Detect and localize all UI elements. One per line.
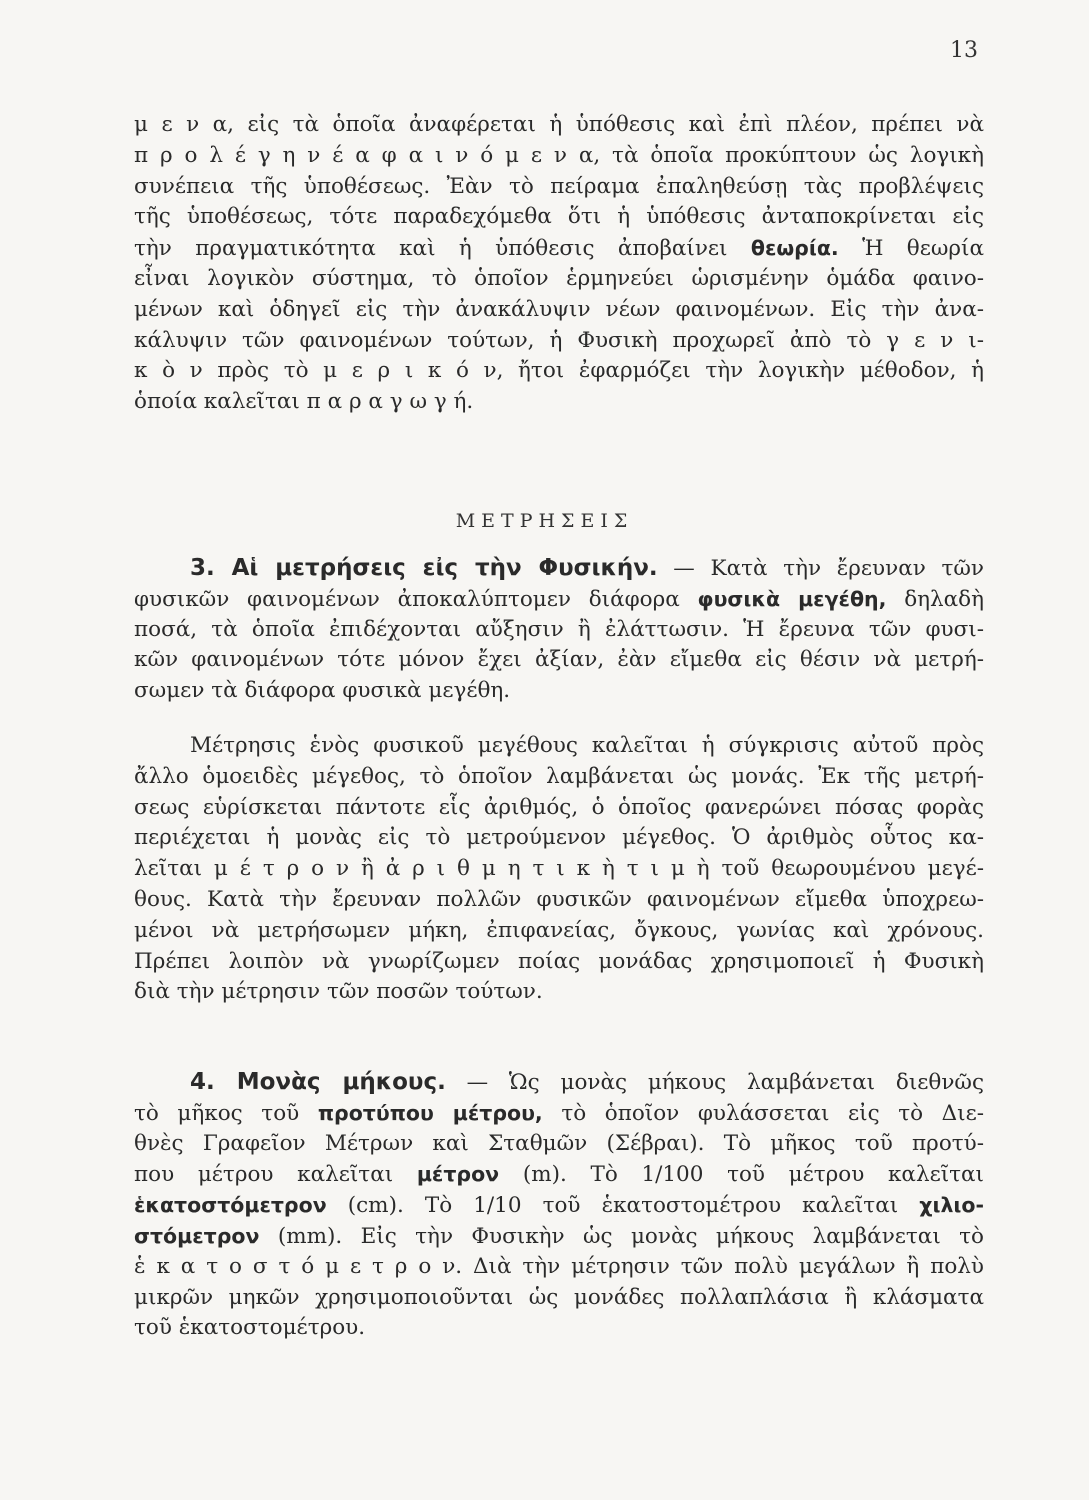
- text-line: μένων καὶ ὁδηγεῖ εἰς τὴν ἀνακάλυψιν νέων φαινομένων. Εἰς τὴν ἀνα-: [134, 296, 984, 322]
- text-line: [134, 1190, 984, 1221]
- text-line: [134, 233, 984, 264]
- text-line: εἶναι λογικὸν σύστημα, τὸ ὁποῖον ἑρμηνεύει ὡρισμένην ὁμάδα φαινο-: [134, 265, 984, 291]
- paragraph-hypothesis-theory: [134, 110, 984, 418]
- text-line: περιέχεται ἡ μονὰς εἰς τὸ μετρούμενον μέγεθος. Ὁ ἀριθμὸς οὗτος κα-: [134, 825, 984, 851]
- text-segment: τὸ ὁποῖον φυλάσσεται εἰς τὸ Διε-: [542, 1100, 985, 1126]
- text-line: λεῖται μ έ τ ρ ο ν ἢ ἀ ρ ι θ μ η τ ι κ ὴ τ ι μ ὴ τοῦ θεωρουμένου μεγέ-: [134, 856, 984, 882]
- text-line: σεως εὑρίσκεται πάντοτε εἷς ἀριθμός, ὁ ὁποῖος φανερώνει πόσας φορὰς: [134, 794, 984, 820]
- text-line: σωμεν τὰ διάφορα φυσικὰ μεγέθη.: [134, 678, 511, 704]
- text-segment: δηλαδὴ: [886, 586, 984, 612]
- text-line: Πρέπει λοιπὸν νὰ γνωρίζωμεν ποίας μονάδας χρησιμοποιεῖ ἡ Φυσικὴ: [134, 948, 984, 974]
- term-standard-meter: προτύπου μέτρου,: [317, 1100, 543, 1125]
- text-line: μ ε ν α, εἰς τὰ ὁποῖα ἀναφέρεται ἡ ὑπόθεσις καὶ ἐπὶ πλέον, πρέπει νὰ: [134, 112, 984, 137]
- term-meter: μέτρον: [416, 1162, 500, 1187]
- term-centimeter: ἑκατοστόμετρον: [134, 1193, 327, 1218]
- section-heading: ΜΕΤΡΗΣΕΙΣ: [455, 510, 634, 532]
- term-theory: θεωρία.: [750, 236, 839, 261]
- text-line: ποσά, τὰ ὁποῖα ἐπιδέχονται αὔξησιν ἢ ἐλάττωσιν. Ἡ ἔρευνα τῶν φυσι-: [134, 616, 984, 642]
- text-line: [134, 584, 984, 615]
- text-segment: (m). Τὸ 1/100 τοῦ μέτρου καλεῖται: [499, 1162, 984, 1188]
- paragraph-length-unit: [134, 1067, 984, 1344]
- text-line: θνὲς Γραφεῖον Μέτρων καὶ Σταθμῶν (Σέβραι). Τὸ μῆκος τοῦ προτύ-: [134, 1130, 984, 1156]
- text-line: διὰ τὴν μέτρησιν τῶν ποσῶν τούτων.: [134, 979, 543, 1005]
- text-line: ὁποία καλεῖται π α ρ α γ ω γ ή.: [134, 389, 474, 415]
- text-segment: Ἡ θεωρία: [838, 236, 984, 262]
- term-millimeter-part2: στόμετρον: [134, 1223, 260, 1248]
- text-line: μένοι νὰ μετρήσωμεν μήκη, ἐπιφανείας, ὄγκους, γωνίας καὶ χρόνους.: [134, 917, 984, 943]
- text-line: μικρῶν μηκῶν χρησιμοποιοῦνται ὡς μονάδες πολλαπλάσια ἢ κλάσματα: [134, 1284, 984, 1310]
- text-line: [134, 1067, 984, 1098]
- text-line: Μέτρησις ἑνὸς φυσικοῦ μεγέθους καλεῖται ἡ σύγκρισις αὐτοῦ πρὸς: [190, 733, 984, 758]
- paragraph-measurement-definition: [134, 731, 984, 1008]
- text-line: συνέπεια τῆς ὑποθέσεως. Ἐὰν τὸ πείραμα ἐπαληθεύσῃ τὰς προβλέψεις: [134, 173, 984, 199]
- text-line: κάλυψιν τῶν φαινομένων τούτων, ἡ Φυσικὴ προχωρεῖ ἀπὸ τὸ γ ε ν ι-: [134, 327, 984, 353]
- text-segment: φυσικῶν φαινομένων ἀποκαλύπτομεν διάφορα: [134, 586, 698, 612]
- text-line: τῆς ὑποθέσεως, τότε παραδεχόμεθα ὅτι ἡ ὑπόθεσις ἀνταποκρίνεται εἰς: [134, 204, 984, 230]
- text-line: θους. Κατὰ τὴν ἔρευναν πολλῶν φυσικῶν φαινομένων εἴμεθα ὑποχρεω-: [134, 886, 984, 912]
- subsection-heading-4: 4. Μονὰς μήκους.: [190, 1069, 446, 1095]
- text-segment: (cm). Τὸ 1/10 τοῦ ἑκατοστομέτρου καλεῖται: [326, 1193, 920, 1219]
- text-segment: — Ὡς μονὰς μήκους λαμβάνεται διεθνῶς: [445, 1070, 984, 1095]
- page-number: 13: [950, 38, 978, 63]
- text-segment: — Κατὰ τὴν ἔρευναν τῶν: [657, 556, 984, 581]
- text-line: π ρ ο λ έ γ η ν έ α φ α ι ν ό μ ε ν α, τὰ ὁποῖα προκύπτουν ὡς λογικὴ: [134, 142, 984, 168]
- text-line: [134, 553, 984, 584]
- text-line: [134, 1159, 984, 1190]
- text-line: τοῦ ἑκατοστομέτρου.: [134, 1315, 366, 1341]
- subsection-heading-3: 3. Αἱ μετρήσεις εἰς τὴν Φυσικήν.: [190, 555, 658, 581]
- text-line: [134, 1098, 984, 1129]
- term-millimeter-part1: χιλιο-: [919, 1193, 984, 1218]
- text-line: κ ὸ ν πρὸς τὸ μ ε ρ ι κ ό ν, ἤτοι ἐφαρμόζει τὴν λογικὴν μέθοδον, ἡ: [134, 358, 984, 384]
- text-line: [134, 1221, 984, 1252]
- text-segment: που μέτρου καλεῖται: [134, 1162, 417, 1188]
- text-segment: τὴν πραγματικότητα καὶ ἡ ὑπόθεσις ἀποβαίνει: [134, 236, 751, 262]
- text-line: ἄλλο ὁμοειδὲς μέγεθος, τὸ ὁποῖον λαμβάνεται ὡς μονάς. Ἐκ τῆς μετρή-: [134, 763, 984, 789]
- text-line: κῶν φαινομένων τότε μόνον ἔχει ἀξίαν, ἐὰν εἴμεθα εἰς θέσιν νὰ μετρή-: [134, 647, 984, 673]
- term-physical-quantities: φυσικὰ μεγέθη,: [697, 586, 887, 611]
- paragraph-measurements: [134, 553, 984, 707]
- text-segment: (mm). Εἰς τὴν Φυσικὴν ὡς μονὰς μήκους λαμβάνεται τὸ: [259, 1223, 984, 1249]
- text-segment: τὸ μῆκος τοῦ: [134, 1100, 318, 1126]
- text-line: ἑ κ α τ ο σ τ ό μ ε τ ρ ο ν. Διὰ τὴν μέτρησιν τῶν πολὺ μεγάλων ἢ πολὺ: [134, 1253, 984, 1279]
